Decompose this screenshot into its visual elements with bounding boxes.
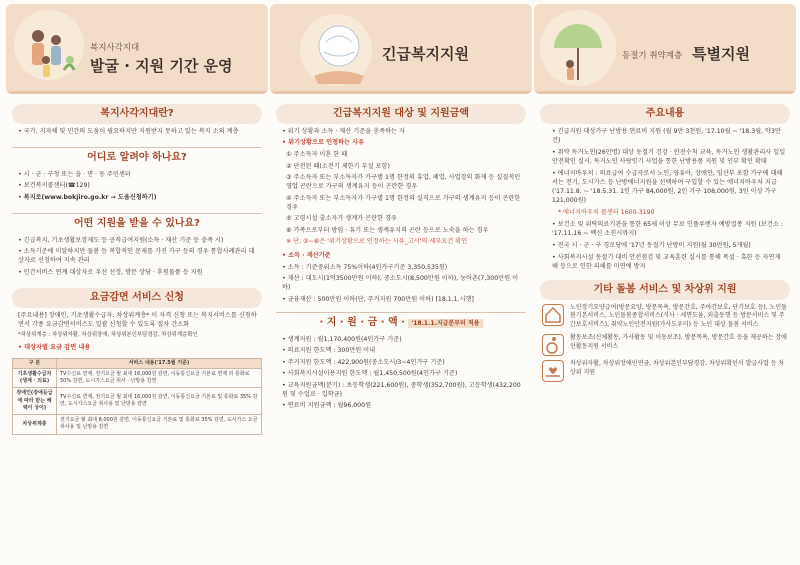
fee-note: *차상위계층 : 차상위자활, 차상위장애, 차상위본인부담경감, 차상위계층확인 <box>18 332 198 339</box>
support-item: • 긴급복지, 기초생활보장제도 등 공적급여지원(소득 · 재산 기준 등 충족 시) <box>18 236 224 244</box>
amount-item: • 주거지원 한도액 : 422,900원(중소도시/3~4인가구 기준) <box>282 358 445 366</box>
family-illustration-icon <box>18 22 78 88</box>
house-icon <box>542 304 564 326</box>
section-title-definition: 복지사각지대란? <box>12 104 262 124</box>
amount-item: • 의료지원 한도액 : 300만원 이내 <box>282 347 376 355</box>
panel-header <box>270 4 532 94</box>
header-title: 발굴 · 지원 기간 운영 <box>90 57 233 75</box>
main-item: • 취약 독거노인(26만명) 대상 동절기 건강 · 안전수칙 교육, 독거노인 생활관리사 일일 안전확인 실시, 독거노인 사랑잇기 사업을 통한 난방용품 지원 및 인부 확인 확대 <box>552 148 786 165</box>
where-item: • 시 · 군 · 구청 또는 읍 · 면 · 동 주민센터 <box>18 170 131 178</box>
header-bar <box>534 91 796 94</box>
crisis-note: ※ 단, ③~⑥은 '위기상황으로 인정하는 사유_고시'의 세부요건 확인 <box>286 238 468 246</box>
row-content: TV수신료 면제, 전기요금 월 최대 16,000원 감면, 이동통신요금 기본료 및 통화료 35% 감면, 도시가스요금 취사용 및 난방용 감면 <box>57 388 262 415</box>
section-title-where: 어디로 알려야 하나요? <box>12 147 262 167</box>
section-title-target: 긴급복지지원 대상 및 지원금액 <box>276 104 526 124</box>
row-label: 차상위계층 <box>13 415 57 435</box>
care-item-text: 활동보조(신체활동, 가사활동 및 이동보조), 방문목욕, 방문간호 등을 제공하는 장애인활동지원 서비스 <box>570 333 787 350</box>
header-subtitle: 복지사각지대 <box>90 43 140 53</box>
table-header: 구 분 <box>13 358 57 368</box>
crisis-item: ② 단전된 때(소전기 제한기 부설 포함) <box>286 162 390 170</box>
main-item: • 사회복지시설 동절기 대비 안전점검 및 교육훈련 실시를 통해 폭설 · 혹한 등 자연재해 등으로 인한 피해를 미연에 방지 <box>552 253 781 270</box>
table-row <box>13 388 262 415</box>
row-content: 전기요금 월 최대 8,000원 감면, 이동통신요금 기본료 및 통화료 35% 감면, 도시가스 요금 취사용 및 난방용 감면 <box>57 415 262 435</box>
header-bar <box>6 91 268 94</box>
fee-table <box>12 358 262 435</box>
table-header: 서비스 내용('17.5월 기준) <box>57 358 262 368</box>
row-label: 기초생활수급자(생계 · 의료) <box>13 368 57 388</box>
amount-item: • 연료비 지원금액 : 월96,000원 <box>282 402 372 410</box>
crisis-item: ① 주소득자 이혼 한 때 <box>286 151 348 159</box>
header-bar <box>270 91 532 94</box>
income-title: • 소득 · 재산기준 <box>282 251 331 259</box>
umbrella-tree-icon <box>548 20 608 86</box>
section-title-amount: · 지 · 원 · 금 · 액 · '18.1.1.지급분부터 적용 <box>276 312 526 332</box>
table-row <box>13 415 262 435</box>
header-title: 특별지원 <box>692 45 750 63</box>
panel-header <box>534 4 796 94</box>
definition-text: • 국가, 지자체 및 민간의 도움이 필요하지만 지원받지 못하고 있는 복지 소외 계층 <box>18 128 239 135</box>
panel-blind-spot <box>6 4 268 556</box>
crisis-item: ④ 주소득자 또는 부소득자가 가구별 1명 한정의 실직으로 가구의 생계유지 등이 곤란한 경우 <box>286 194 521 211</box>
where-item: • 보건복지콜센터(☎129) <box>18 182 90 190</box>
row-label: 장애인(장애등급에 따라 받는 혜택이 상이) <box>13 388 57 415</box>
income-item: • 소득 : 기준중위소득 75%이하(4인가구기준 3,350,535원) <box>282 263 448 271</box>
care-item-text: 노인장기요양급여(방문요양, 방문목욕, 방문간호, 주야간보호, 단기보호 등), 노인돌봄기본서비스, 노인돌봄종합서비스(식사 · 세면도움, 외출동행 등 방문서비스 및 주간보호서비스), 취약노인안전지원(가사도우미) 등 노인 대상 돌봄 서비스 <box>570 303 787 329</box>
section-title-support: 어떤 지원을 받을 수 있나요? <box>12 213 262 233</box>
care-item-text: 차상위자활, 차상위장애인연금, 차상위본인부담경감, 차상위확인서 발급사업 등 차상위 지원 <box>570 359 785 376</box>
panel-header <box>6 4 268 94</box>
amount-item: • 생계지원 : 월1,170,400원(4인가구 기준) <box>282 335 402 343</box>
main-item: • 전국 시 · 군 · 구 경로당에 '17년 동절기 난방비 지원(월 30만원, 5개월) <box>552 241 751 249</box>
table-row <box>13 368 262 388</box>
amount-item: • 사회복지시설이용지원 한도액 : 월1,450,500원(4인가구 기준) <box>282 370 458 378</box>
section-title-care: 기타 돌봄 서비스 및 차상위 지원 <box>540 280 790 300</box>
care-item <box>534 300 796 330</box>
where-item: • 복지로(www.bokjiro.go.kr → 도움신청하기) <box>18 193 157 201</box>
support-item: • 소득기준에 미달하지만 돌봄 등 복합적인 문제를 가진 가구 등의 경우 통합사례관리 대상자로 선정하여 지속 관리 <box>18 248 255 265</box>
section-title-fee: 요금감면 서비스 신청 <box>12 288 262 308</box>
hand-globe-icon <box>306 18 372 88</box>
fee-table-title: • 대상자별 요금 감면 내용 <box>18 343 91 351</box>
header-subtitle: 동절기 취약계층 <box>622 51 683 61</box>
crisis-item: ③ 주소득자 또는 부소득자가 가구별 1명 한정의 휴업, 폐업, 사업장의 화재 등 실질적인 영업 곤란으로 가구의 생계유지 등이 곤란한 경우 <box>286 174 521 191</box>
care-item <box>534 330 796 356</box>
fee-text: [주요내용] 장애인, 기초생활수급자, 차상위계층* 이 자격 신청 또는 복지서비스를 신청하면서 각종 요금감면서비스도 일괄 신청할 수 있도록 절차 간소화 <box>18 311 257 328</box>
income-item: • 재산 : 대도시(1억3500만원 이하), 중소도시(8,500만원 이하), 농어촌(7,300만원 이하) <box>282 275 519 292</box>
crisis-item: ⑤ 고령시설 출소자가 생계가 곤란한 경우 <box>286 215 398 223</box>
main-item: • 긴급지원 대상가구 난방용 연료비 지원 (월 9만 3천원, '17.10월 ~ '18.3월, 약3만건) <box>552 128 781 144</box>
main-item: • 에너지바우처 : 의료급여 수급자로서 노인, 영유아, 장애인, 임산부 포함 가구에 대해서는 전기, 도시가스 등 난방에너지원을 선택하여 구입할 수 있는 에너지바우처 지급('17.11.8. ~ '18.5.31. 1인 가구 84,000원, 2인 가구 108,000원, 3인 이상 가구 121,000원) <box>552 169 783 204</box>
amount-item: • 교육지원금액(분기) : 초등학생(221,600원), 중학생(352,700원), 고등학생(432,200원 및 수업료 · 입학금) <box>282 381 521 398</box>
panel-emergency <box>270 4 532 556</box>
main-note: * 에너지바우처 콜센터 1600-3190 <box>558 208 655 216</box>
crisis-title: • 위기상황으로 인정하는 사유 <box>282 139 365 147</box>
wheelchair-icon <box>542 334 564 356</box>
hand-heart-icon <box>542 360 564 382</box>
row-content: TV수신료 면제, 전기요금 월 최대 16,000원 감면, 이동통신요금 기본료 면제 외 통화료 50% 감면, 도시가스요금 취사 · 난방용 감면 <box>57 368 262 388</box>
main-item: • 보건소 및 위탁의료기관을 통한 65세 이상 무료 인플루엔자 예방접종 지원 (보건소 : '17.11.16 ~ 백신 소진시까지) <box>552 220 783 237</box>
amount-date-note: '18.1.1.지급분부터 적용 <box>408 319 482 328</box>
crisis-item: ⑥ 가족으로부터 방임 · 유기 또는 생계유지의 곤란 등으로 노숙을 하는 경우 <box>286 226 489 234</box>
header-title: 긴급복지지원 <box>382 45 469 63</box>
care-item <box>534 356 796 382</box>
target-intro: • 위기 상황과 소득 · 재산 기준을 충족하는 자 <box>282 128 405 135</box>
panel-winter <box>534 4 796 556</box>
income-item: • 금융재산 : 500만원 이하(단, 주거지원 700만원 이하) [18.1.1.시행] <box>282 295 474 303</box>
support-item: • 민간서비스 연계 대상자로 우선 선정, 방문 상담 · 후원물품 등 지원 <box>18 268 203 276</box>
section-title-main: 주요내용 <box>540 104 790 124</box>
